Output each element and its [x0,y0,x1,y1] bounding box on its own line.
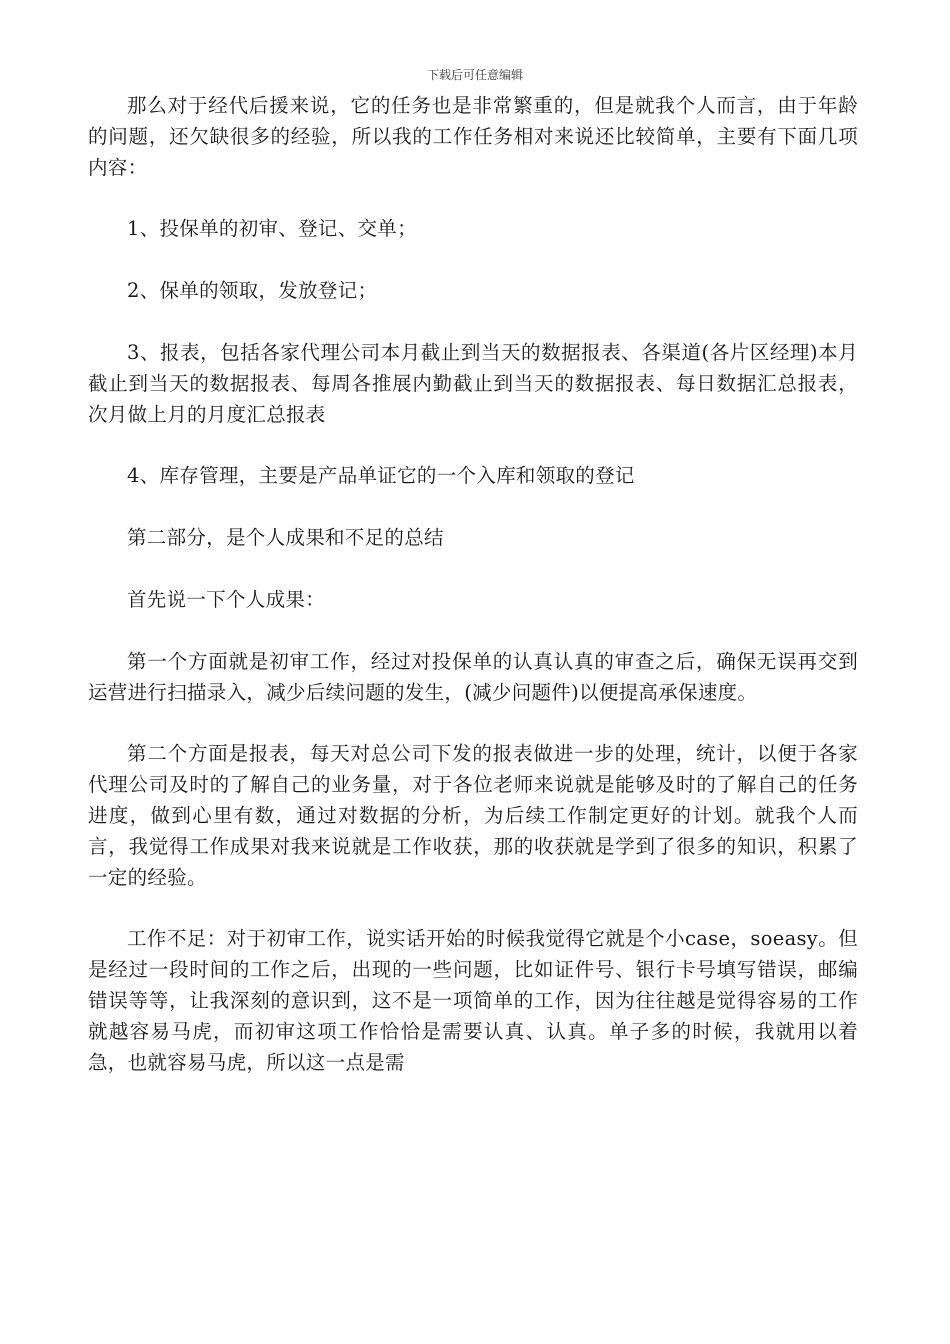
list-item-1: 1、投保单的初审、登记、交单； [127,217,417,240]
section-heading-part-two: 第二部分，是个人成果和不足的总结 [127,526,444,549]
list-item-3: 3、报表，包括各家代理公司本月截止到当天的数据报表、各渠道(各片区经理)本月截止到当天的数据报表、每周各推展内勤截止到当天的数据报表、每日数据汇总报表，次月做上月的月度汇总报表 [88,341,858,426]
list-item-2: 2、保单的领取，发放登记； [127,279,378,302]
paragraph-first-aspect: 第一个方面就是初审工作，经过对投保单的认真认真的审查之后，确保无误再交到运营进行扫描录入，减少后续问题的发生，(减少问题件)以便提高承保速度。 [88,650,858,704]
list-item-4: 4、库存管理，主要是产品单证它的一个入库和领取的登记 [127,464,635,487]
page-header-note: 下载后可任意编辑 [426,68,523,82]
paragraph-intro: 那么对于经代后援来说，它的任务也是非常繁重的，但是就我个人而言，由于年龄的问题，还欠缺很多的经验，所以我的工作任务相对来说还比较简单，主要有下面几项内容： [88,94,858,179]
document-body [88,90,858,1108]
paragraph-achievements-intro: 首先说一下个人成果： [127,588,326,611]
paragraph-second-aspect: 第二个方面是报表，每天对总公司下发的报表做进一步的处理，统计，以便于各家代理公司及时的了解自己的业务量，对于各位老师来说就是能够及时的了解自己的任务进度，做到心里有数，通过对数据的分析，为后续工作制定更好的计划。就我个人而言，我觉得工作成果对我来说就是工作收获，那的收获就是学到了很多的知识，积累了一定的经验。 [88,742,858,889]
paragraph-shortcomings: 工作不足：对于初审工作，说实话开始的时候我觉得它就是个小case，soeasy。但是经过一段时间的工作之后，出现的一些问题，比如证件号、银行卡号填写错误，邮编错误等等，让我深刻的意识到，这不是一项简单的工作，因为往往越是觉得容易的工作就越容易马虎，而初审这项工作恰恰是需要认真、认真。单子多的时候，我就用以着急，也就容易马虎，所以这一点是需 [88,927,858,1074]
